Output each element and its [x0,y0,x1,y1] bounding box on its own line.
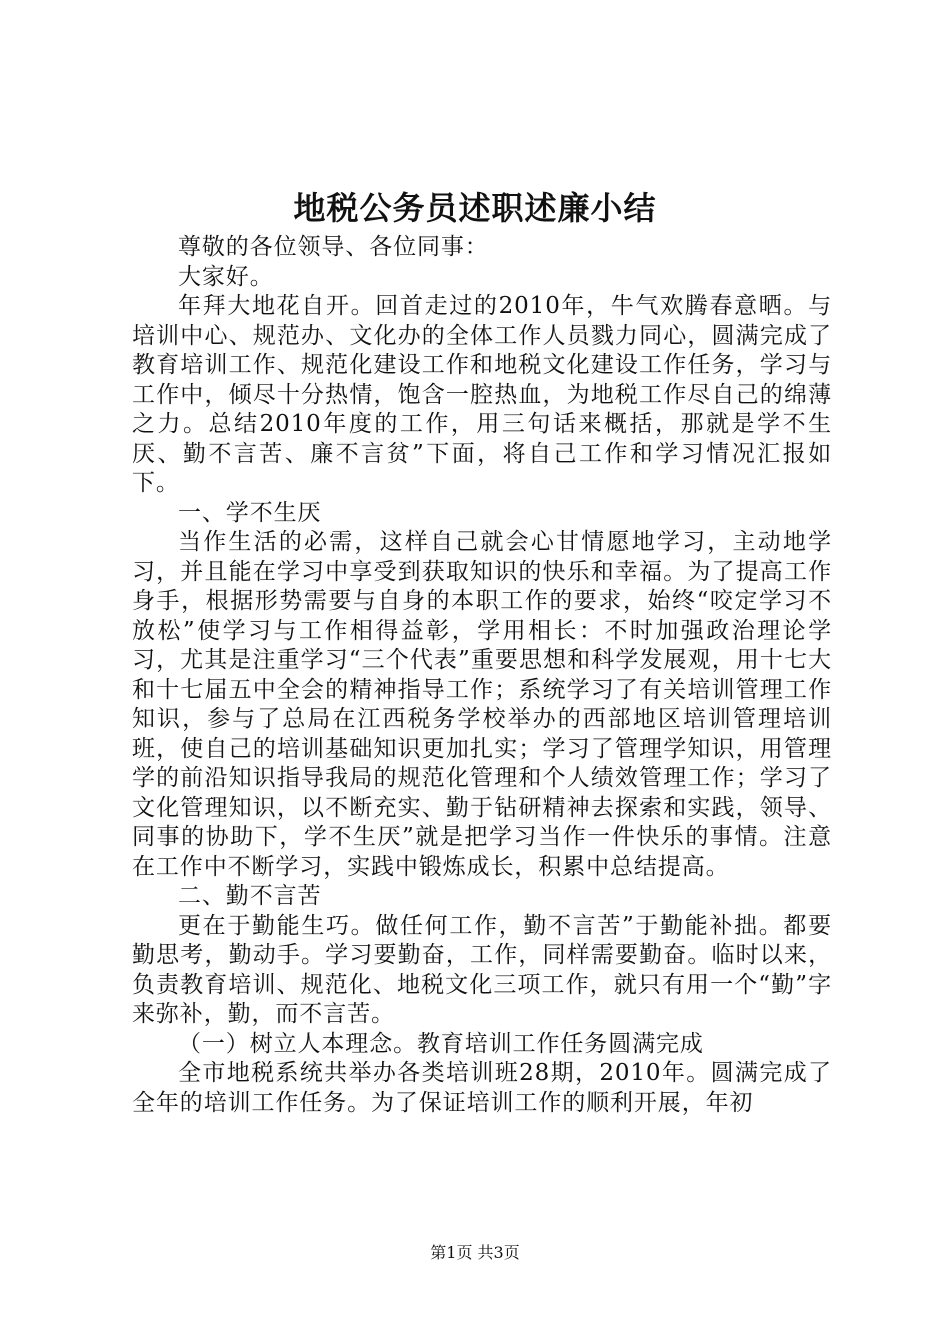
greeting-paragraph: 大家好。 [178,263,274,290]
section-2-paragraph: 更在于勤能生巧。做任何工作，勤不言苦”于勤能补拙。都要勤思考，勤动手。学习要勤奋，工作，同样需要勤奋。临时以来，负责教育培训、规范化、地税文化三项工作，就只有用一个“勤”字来弥补，勤，而不言苦。 [132,912,832,1027]
document-title: 地税公务员述职述廉小结 [293,189,657,227]
page-footer: 第1页 共3页 [430,1243,520,1262]
subsection-heading-1: （一）树立人本理念。教育培训工作任务圆满完成 [178,1030,704,1057]
intro-paragraph: 年拜大地花自开。回首走过的2010年，牛气欢腾春意晒。与培训中心、规范办、文化办的全体工作人员戮力同心，圆满完成了教育培训工作、规范化建设工作和地税文化建设工作任务，学习与工作中，倾尽十分热情，饱含一腔热血，为地税工作尽自己的绵薄之力。总结2010年度的工作，用三句话来概括，那就是学不生厌、勤不言苦、廉不言贫”下面，将自己工作和学习情况汇报如下。 [132,293,832,496]
section-heading-2: 二、勤不言苦 [178,883,322,909]
subsection-1-paragraph: 全市地税系统共举办各类培训班28期，2010年。圆满完成了全年的培训工作任务。为了保证培训工作的顺利开展，年初 [132,1060,832,1116]
section-heading-1: 一、学不生厌 [178,499,322,526]
document-body [132,233,832,1118]
salutation-paragraph: 尊敬的各位领导、各位同事： [178,234,489,260]
section-1-paragraph: 当作生活的必需，这样自己就会心甘情愿地学习，主动地学习，并且能在学习中享受到获取知识的快乐和幸福。为了提高工作身手，根据形势需要与自身的本职工作的要求，始终“咬定学习不放松”使学习与工作相得益彰，学用相长：不时加强政治理论学习，尤其是注重学习“三个代表”重要思想和科学发展观，用十七大和十七届五中全会的精神指导工作；系统学习了有关培训管理工作知识，参与了总局在江西税务学校举办的西部地区培训管理培训班，使自己的培训基础知识更加扎实；学习了管理学知识，用管理学的前沿知识指导我局的规范化管理和个人绩效管理工作；学习了文化管理知识，以不断充实、勤于钻研精神去探索和实践，领导、同事的协助下，学不生厌”就是把学习当作一件快乐的事情。注意在工作中不断学习，实践中锻炼成长，积累中总结提高。 [132,529,832,880]
